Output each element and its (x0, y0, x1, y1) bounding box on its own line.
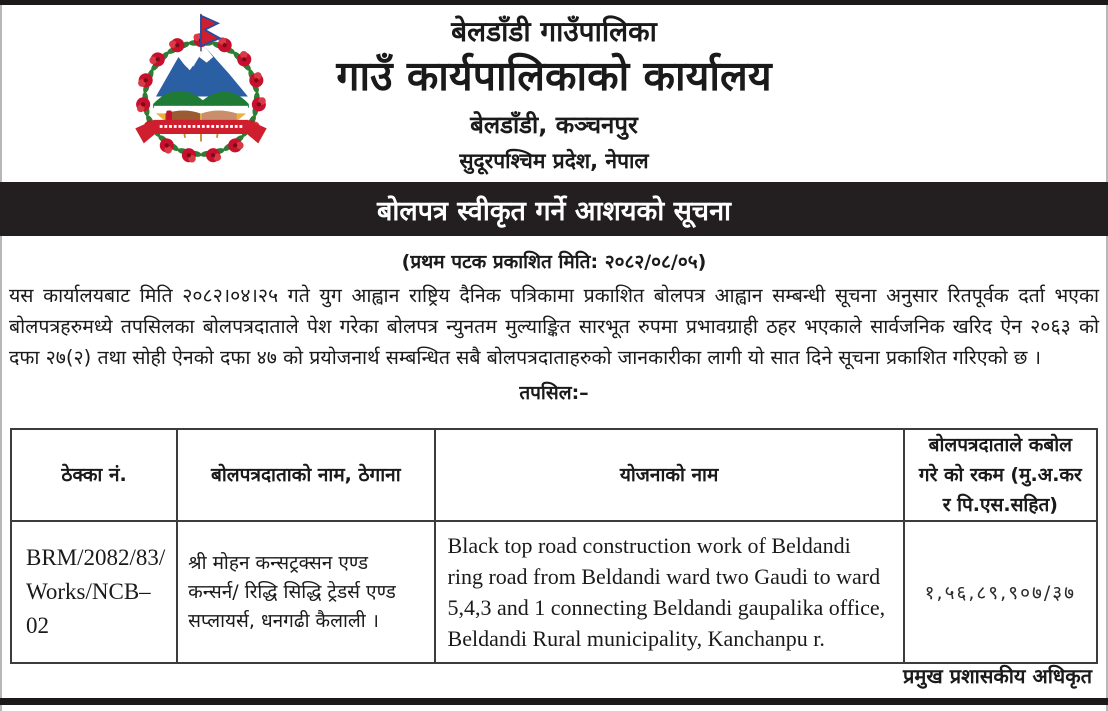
col-header-bid-amount: बोलपत्रदाताले कबोल गरे को रकम (मु.अ.कर र पि.एस.सहित) (904, 429, 1097, 521)
notice-title: बोलपत्र स्वीकृत गर्ने आशयको सूचना (376, 195, 732, 227)
cell-contract-no (11, 521, 177, 663)
table-header-row (11, 429, 1097, 521)
signatory-title: प्रमुख प्रशासकीय अधिकृत (903, 664, 1092, 688)
office-name: गाउँ कार्यपालिकाको कार्यालय (336, 52, 772, 100)
municipality-name: बेलडाँडी गाउँपालिका (451, 15, 657, 48)
letterhead (0, 12, 1108, 172)
col-header-contract-no: ठेक्का नं. (11, 429, 177, 521)
cell-bid-amount: १,५६,८९,९०७/३७ (904, 521, 1097, 663)
notice-body-paragraph: यस कार्यालयबाट मिति २०८२।०४।२५ गते युग आह्वान राष्ट्रिय दैनिक पत्रिकामा प्रकाशित बोलपत्र आह्वान सम्बन्धी सूचना अनुसार रितपूर्वक दर्ता भएका बोलपत्रहरुमध्ये तपसिलका बोलपत्रदाताले पेश गरेका बोलपत्र न्युनतम मुल्याङ्कित सारभूत रुपमा प्रभावग्राही ठहर भएकाले सार्वजनिक खरिद ऐन २०६३ को दफा २७(२) तथा सोही ऐनको दफा ४७ को प्रयोजनार्थ सम्बन्धित सबै बोलपत्रदाताहरुको जानकारीका लागी यो सात दिने सूचना प्रकाशित गरिएको छ । (9, 284, 1099, 369)
col-header-project-name: योजनाको नाम (435, 429, 904, 521)
bid-schedule-table (10, 428, 1098, 664)
publication-date-line: (प्रथम पटक प्रकाशित मिति: २०८२/०८/०५) (401, 251, 707, 273)
cell-project-name: Black top road construction work of Beldandi ring road from Beldandi ward two Gaudi to ward 5,4,3 and 1 connecting Beldandi gaupalika office, Beldandi Rural municipality, Kanchanpu r. (435, 521, 904, 663)
office-location: बेलडाँडी, कञ्चनपुर (470, 111, 638, 139)
cell-bidder-name: श्री मोहन कन्सट्रक्सन एण्ड कन्सर्न/ रिद्धि सिद्धि ट्रेडर्स एण्ड सप्लायर्स, धनगढी कैलाली । (177, 521, 434, 663)
table-row (11, 521, 1097, 663)
province-line: सुदूरपश्चिम प्रदेश, नेपाल (459, 149, 649, 173)
contract-no-line2: Works/NCB–02 (26, 579, 151, 638)
schedule-label: तपसिल:– (519, 382, 589, 404)
col-header-bidder-name: बोलपत्रदाताको नाम, ठेगाना (177, 429, 434, 521)
contract-no-line1: BRM/2082/83/ (26, 545, 166, 570)
notice-title-banner (0, 182, 1108, 236)
bottom-border-bar (0, 698, 1108, 705)
top-border-bar (0, 0, 1108, 5)
